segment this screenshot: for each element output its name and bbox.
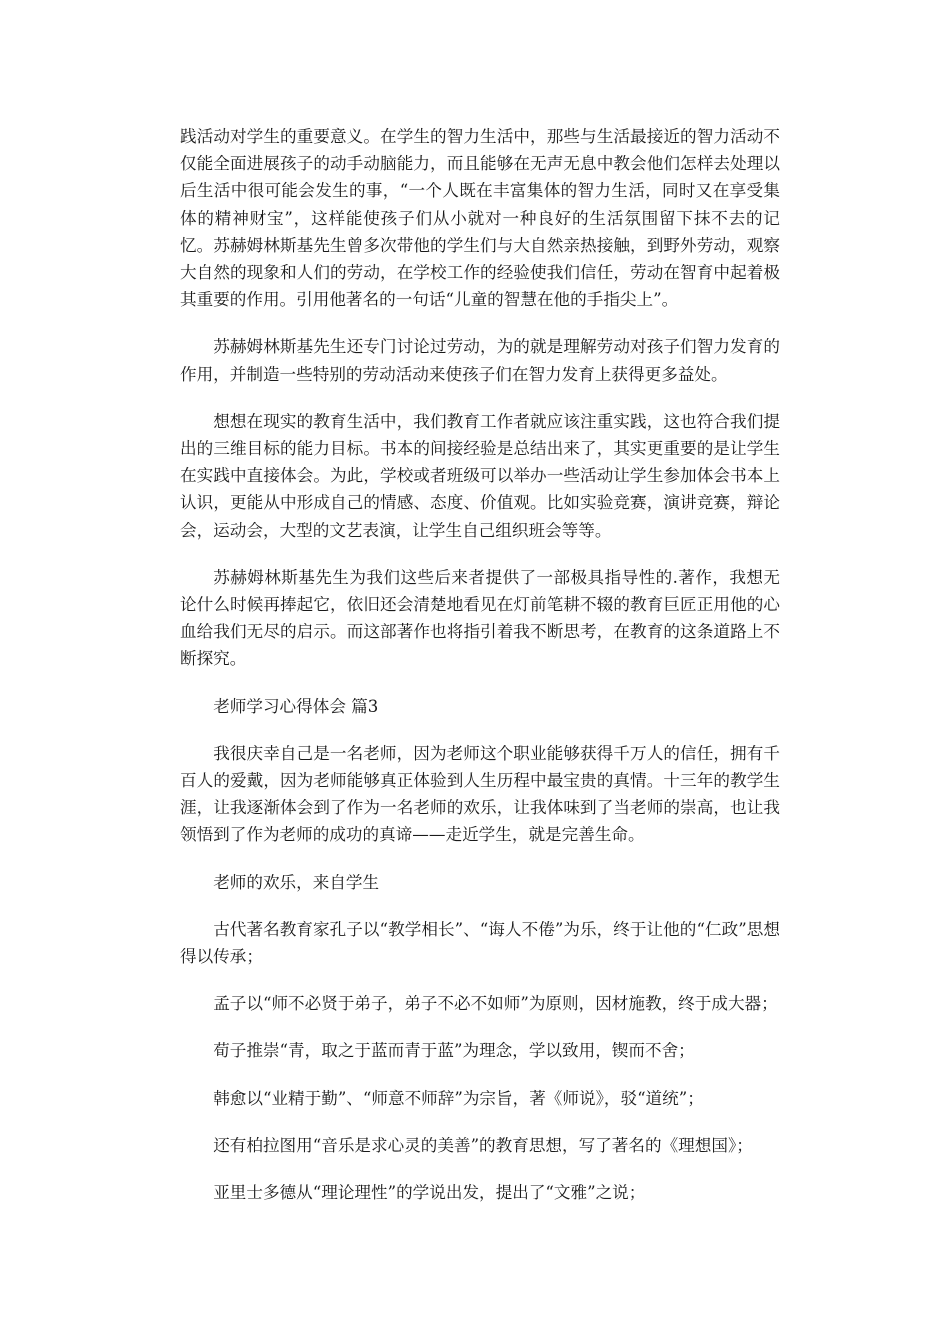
paragraph-1: 践活动对学生的重要意义。在学生的智力生活中，那些与生活最接近的智力活动不仅能全面进展孩子的动手动脑能力，而且能够在无声无息中教会他们怎样去处理以后生活中很可能会发生的事，“一个人既在丰富集体的智力生活，同时又在享受集体的精神财宝”，这样能使孩子们从小就对一种良好的生活氛围留下抹不去的记忆。苏赫姆林斯基先生曾多次带他的学生们与大自然亲热接触，到野外劳动，观察大自然的现象和人们的劳动，在学校工作的经验使我们信任，劳动在智育中起着极其重要的作用。引用他著名的一句话“儿童的智慧在他的手指尖上”。 bbox=[180, 127, 780, 310]
paragraph-4: 苏赫姆林斯基先生为我们这些后来者提供了一部极具指导性的.著作，我想无论什么时候再捧起它，依旧还会清楚地看见在灯前笔耕不辍的教育巨匠正用他的心血给我们无尽的启示。而这部著作也将指引着我不断思考，在教育的这条道路上不断探究。 bbox=[180, 567, 780, 669]
section-heading: 老师学习心得体会 篇3 bbox=[213, 696, 379, 716]
paragraph-3: 想想在现实的教育生活中，我们教育工作者就应该注重实践，这也符合我们提出的三维目标的能力目标。书本的间接经验是总结出来了，其实更重要的是让学生在实践中直接体会。为此，学校或者班级可以举办一些活动让学生参加体会书本上认识，更能从中形成自己的情感、态度、价值观。比如实验竞赛，演讲竞赛，辩论会，运动会，大型的文艺表演，让学生自己组织班会等等。 bbox=[180, 411, 780, 540]
paragraph-2: 苏赫姆林斯基先生还专门讨论过劳动，为的就是理解劳动对孩子们智力发育的作用，并制造一些特别的劳动活动来使孩子们在智力发育上获得更多益处。 bbox=[180, 337, 780, 384]
subsection-heading: 老师的欢乐，来自学生 bbox=[213, 872, 380, 892]
paragraph-10: 还有柏拉图用“音乐是求心灵的美善”的教育思想，写了著名的《理想国》； bbox=[213, 1135, 753, 1155]
paragraph-8: 荀子推崇“青，取之于蓝而青于蓝”为理念，学以致用，锲而不舍； bbox=[213, 1041, 695, 1061]
paragraph-9: 韩愈以“业精于勤”、“师意不师辞”为宗旨，著《师说》，驳“道统”； bbox=[213, 1088, 704, 1108]
paragraph-6: 古代著名教育家孔子以“教学相长”、“诲人不倦”为乐，终于让他的“仁政”思想得以传承； bbox=[180, 919, 780, 967]
paragraph-11: 亚里士多德从“理论理性”的学说出发，提出了“文雅”之说； bbox=[213, 1183, 646, 1203]
document-page bbox=[180, 123, 780, 1226]
paragraph-5: 我很庆幸自己是一名老师，因为老师这个职业能够获得千万人的信任，拥有千百人的爱戴，因为老师能够真正体验到人生历程中最宝贵的真情。十三年的教学生涯，让我逐渐体会到了作为一名老师的欢乐，让我体味到了当老师的崇高，也让我领悟到了作为老师的成功的真谛——走近学生，就是完善生命。 bbox=[180, 743, 780, 845]
paragraph-7: 孟子以“师不必贤于弟子，弟子不必不如师”为原则，因材施教，终于成大器； bbox=[213, 994, 778, 1014]
